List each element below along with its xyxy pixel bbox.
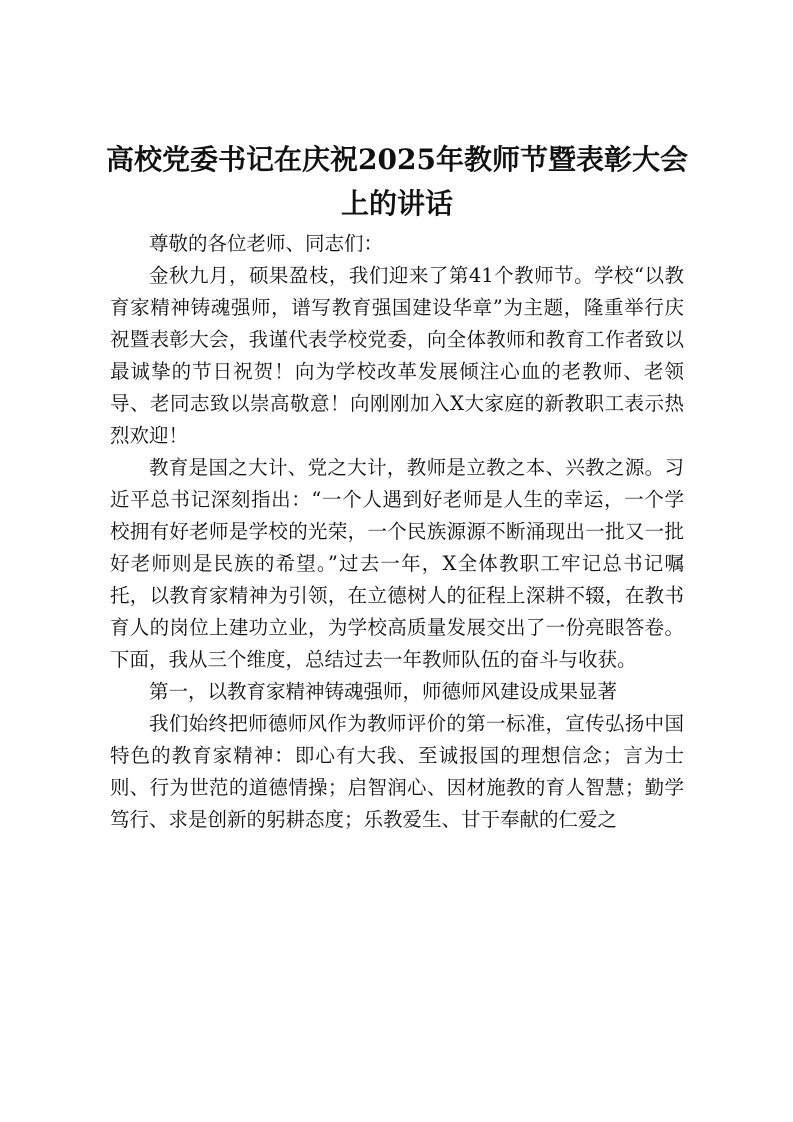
section-heading-1: 第一，以教育家精神铸魂强师，师德师风建设成果显著 [149,680,618,703]
document-title: 高校党委书记在庆祝2025年教师节暨表彰大会上的讲话 [106,143,688,220]
paragraph-ethics: 我们始终把师德师风作为教师评价的第一标准，宣传弘扬中国特色的教育家精神：即心有大我、至诚报国的理想信念；言为士则、行为世范的道德情操；启智润心、因材施教的育人智慧；勤学笃行、求是创新的躬耕态度；乐教爱生、甘于奉献的仁爱之 [110,712,684,831]
document-body [110,228,684,836]
paragraph-opening: 金秋九月，硕果盈枝，我们迎来了第41个教师节。学校“以教育家精神铸魂强师，谱写教育强国建设华章”为主题，隆重举行庆祝暨表彰大会，我谨代表学校党委，向全体教师和教育工作者致以最诚挚的节日祝贺！向为学校改革发展倾注心血的老教师、老领导、老同志致以崇高敬意！向刚刚加入X大家庭的新教职工表示热烈欢迎！ [110,264,684,447]
paragraph-education: 教育是国之大计、党之大计，教师是立教之本、兴教之源。习近平总书记深刻指出：“一个人遇到好老师是人生的幸运，一个学校拥有好老师是学校的光荣，一个民族源源不断涌现出一批又一批好老师则是民族的希望。”过去一年，X全体教职工牢记总书记嘱托，以教育家精神为引领，在立德树人的征程上深耕不辍，在教书育人的岗位上建功立业，为学校高质量发展交出了一份亮眼答卷。下面，我从三个维度，总结过去一年教师队伍的奋斗与收获。 [110,456,684,671]
salutation: 尊敬的各位老师、同志们： [149,232,384,255]
